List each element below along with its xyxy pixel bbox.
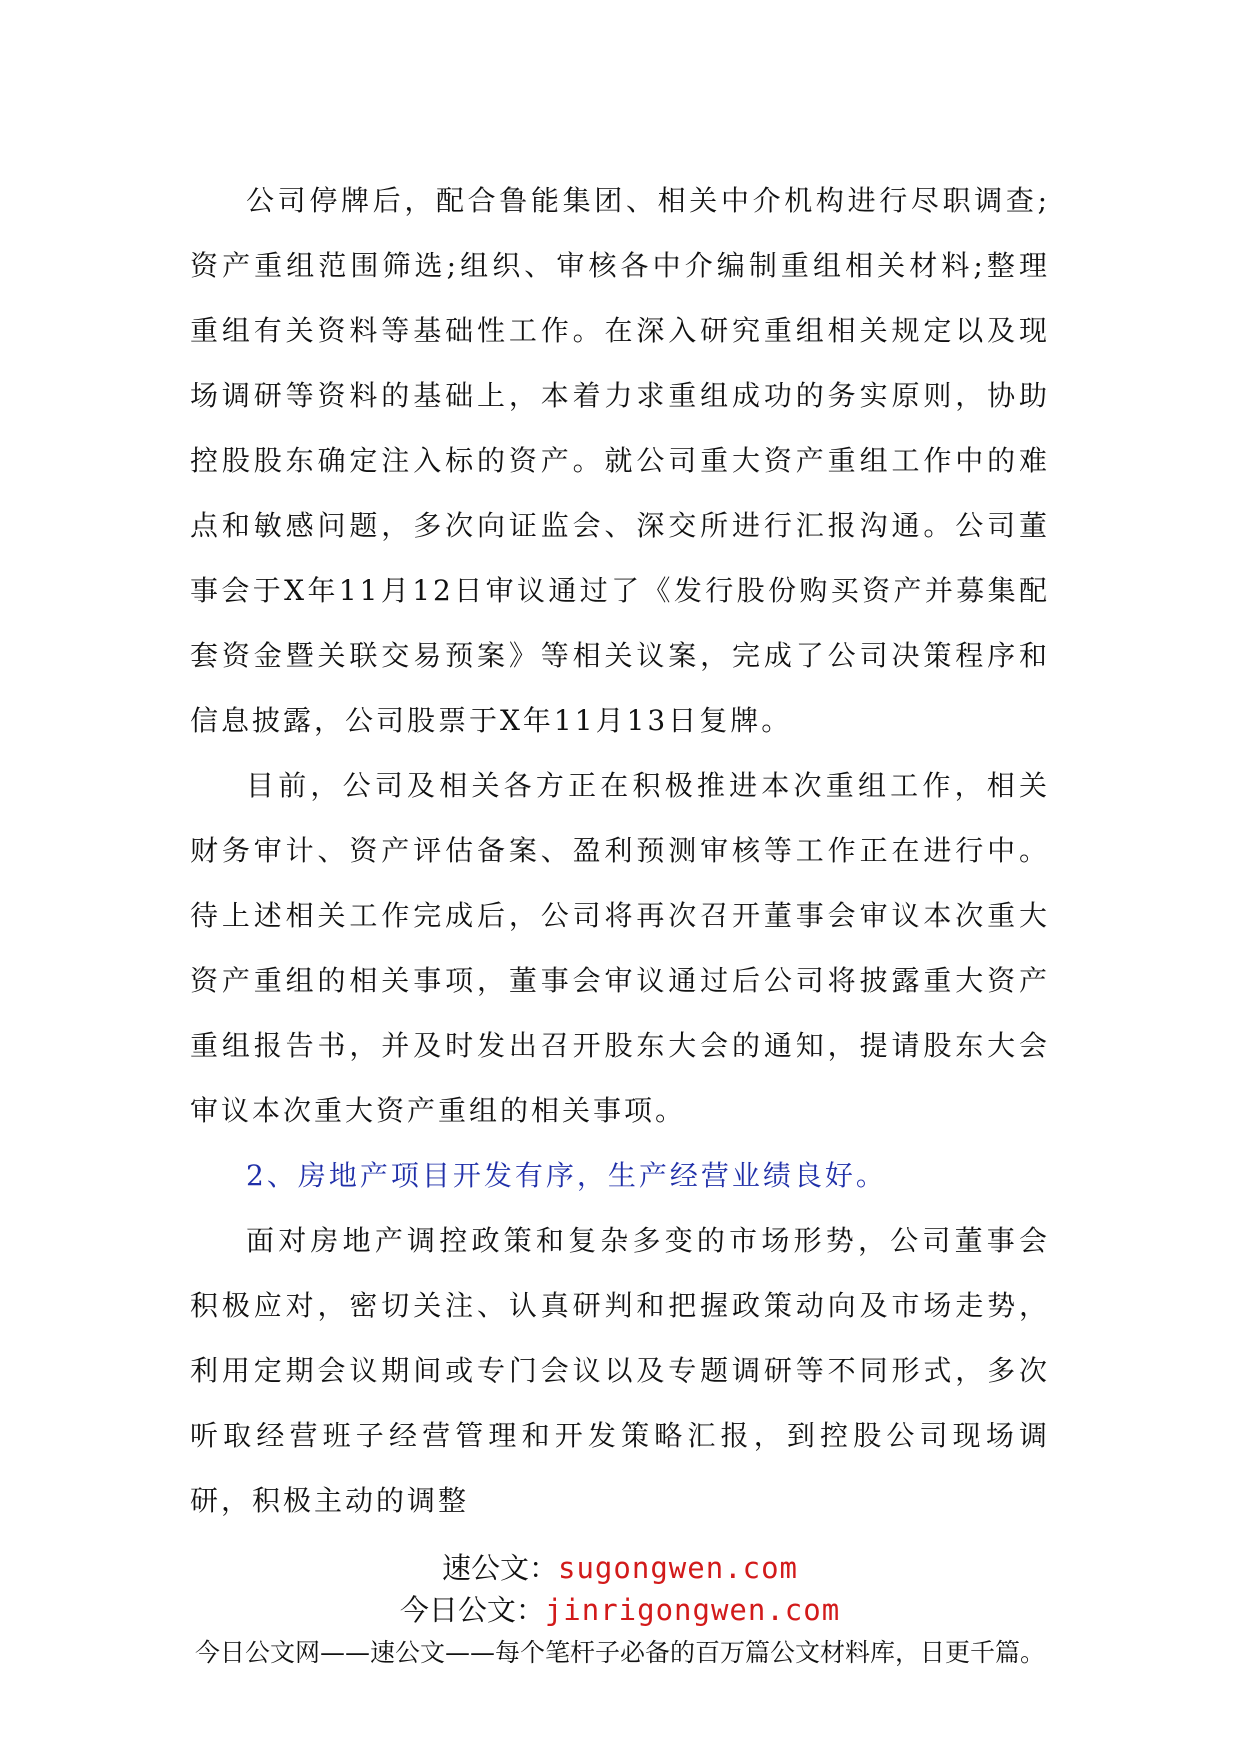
document-body xyxy=(190,168,1050,1533)
footer-tagline: 今日公文网——速公文——每个笔杆子必备的百万篇公文材料库，日更千篇。 xyxy=(194,1638,1045,1667)
footer-site-jinrigongwen xyxy=(0,1590,1240,1630)
footer-link-jinrigongwen[interactable]: jinrigongwen.com xyxy=(544,1593,841,1627)
footer-link-sugongwen[interactable]: sugongwen.com xyxy=(558,1551,798,1585)
footer-label-sugongwen: 速公文： xyxy=(442,1551,559,1585)
footer-site-sugongwen xyxy=(0,1548,1240,1588)
paragraph-restructuring-process: 公司停牌后，配合鲁能集团、相关中介机构进行尽职调查;资产重组范围筛选;组织、审核各中介编制重组相关材料;整理重组有关资料等基础性工作。在深入研究重组相关规定以及现场调研等资料的基础上，本着力求重组成功的务实原则，协助控股股东确定注入标的资产。就公司重大资产重组工作中的难点和敏感问题，多次向证监会、深交所进行汇报沟通。公司董事会于X年11月12日审议通过了《发行股份购买资产并募集配套资金暨关联交易预案》等相关议案，完成了公司决策程序和信息披露，公司股票于X年11月13日复牌。 xyxy=(190,184,1050,737)
section-heading: 2、房地产项目开发有序，生产经营业绩良好。 xyxy=(246,1159,887,1192)
paragraph-real-estate-response: 面对房地产调控政策和复杂多变的市场形势，公司董事会积极应对，密切关注、认真研判和把握政策动向及市场走势，利用定期会议期间或专门会议以及专题调研等不同形式，多次听取经营班子经营管理和开发策略汇报，到控股公司现场调研，积极主动的调整 xyxy=(190,1224,1050,1517)
footer-label-jinrigongwen: 今日公文： xyxy=(399,1593,545,1627)
paragraph-restructuring-status: 目前，公司及相关各方正在积极推进本次重组工作，相关财务审计、资产评估备案、盈利预测审核等工作正在进行中。待上述相关工作完成后，公司将再次召开董事会审议本次重大资产重组的相关事项，董事会审议通过后公司将披露重大资产重组报告书，并及时发出召开股东大会的通知，提请股东大会审议本次重大资产重组的相关事项。 xyxy=(190,769,1050,1127)
